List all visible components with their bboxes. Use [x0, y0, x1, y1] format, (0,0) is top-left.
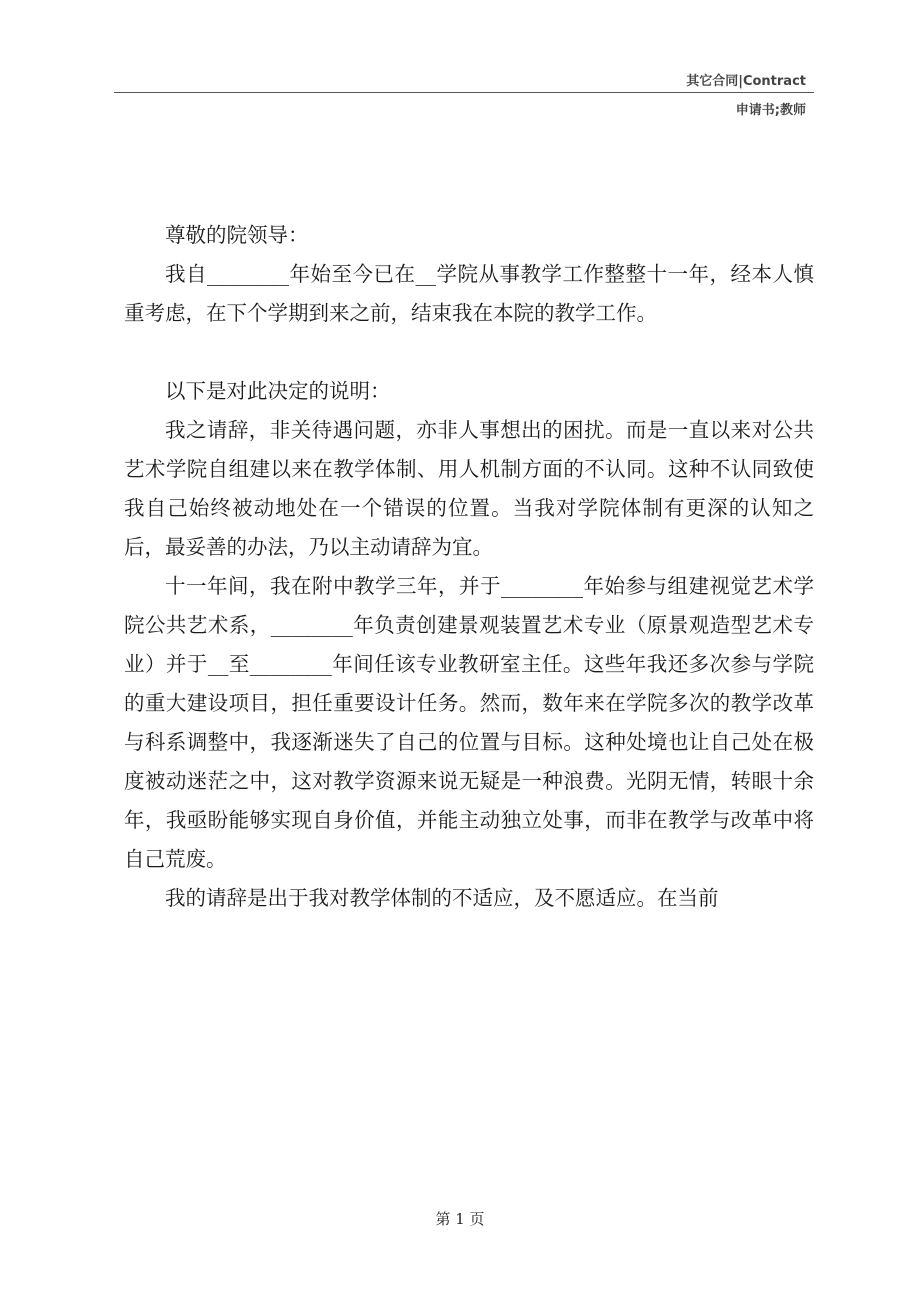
paragraph-closing: 我的请辞是出于我对教学体制的不适应，及不愿适应。在当前 [165, 886, 719, 910]
header-category: 其它合同|Contract [686, 74, 806, 89]
paragraph-history: 十一年间，我在附中教学三年，并于________年始参与组建视觉艺术学院公共艺术系，________年负责创建景观装置艺术专业（原景观造型艺术专业）并于__至________年间任该专业教研室主任。这些年我还多次参与学院的重大建设项目，担任重要设计任务。然而，数年来在学院多次的教学改革与科系调整中，我逐渐迷失了自己的位置与目标。这种处境也让自己处在极度被动迷茫之中，这对教学资源来说无疑是一种浪费。光阴无情，转眼十余年，我亟盼能够实现自身价值，并能主动独立处事，而非在教学与改革中将自己荒废。 [124, 574, 814, 871]
header-divider [114, 92, 814, 93]
paragraph-explanation-heading: 以下是对此决定的说明： [165, 379, 391, 403]
salutation: 尊敬的院领导： [165, 223, 309, 247]
page-number: 第 1 页 [435, 1210, 485, 1228]
paragraph-intro: 我自________年始至今已在__学院从事教学工作整整十一年，经本人慎重考虑，在下个学期到来之前，结束我在本院的教学工作。 [124, 262, 814, 325]
document-body [124, 216, 814, 918]
header-tags: 申请书;教师 [735, 103, 806, 118]
paragraph-reason: 我之请辞，非关待遇问题，亦非人事想出的困扰。而是一直以来对公共艺术学院自组建以来在教学体制、用人机制方面的不认同。这种不认同致使我自己始终被动地处在一个错误的位置。当我对学院体制有更深的认知之后，最妥善的办法，乃以主动请辞为宜。 [124, 418, 814, 559]
